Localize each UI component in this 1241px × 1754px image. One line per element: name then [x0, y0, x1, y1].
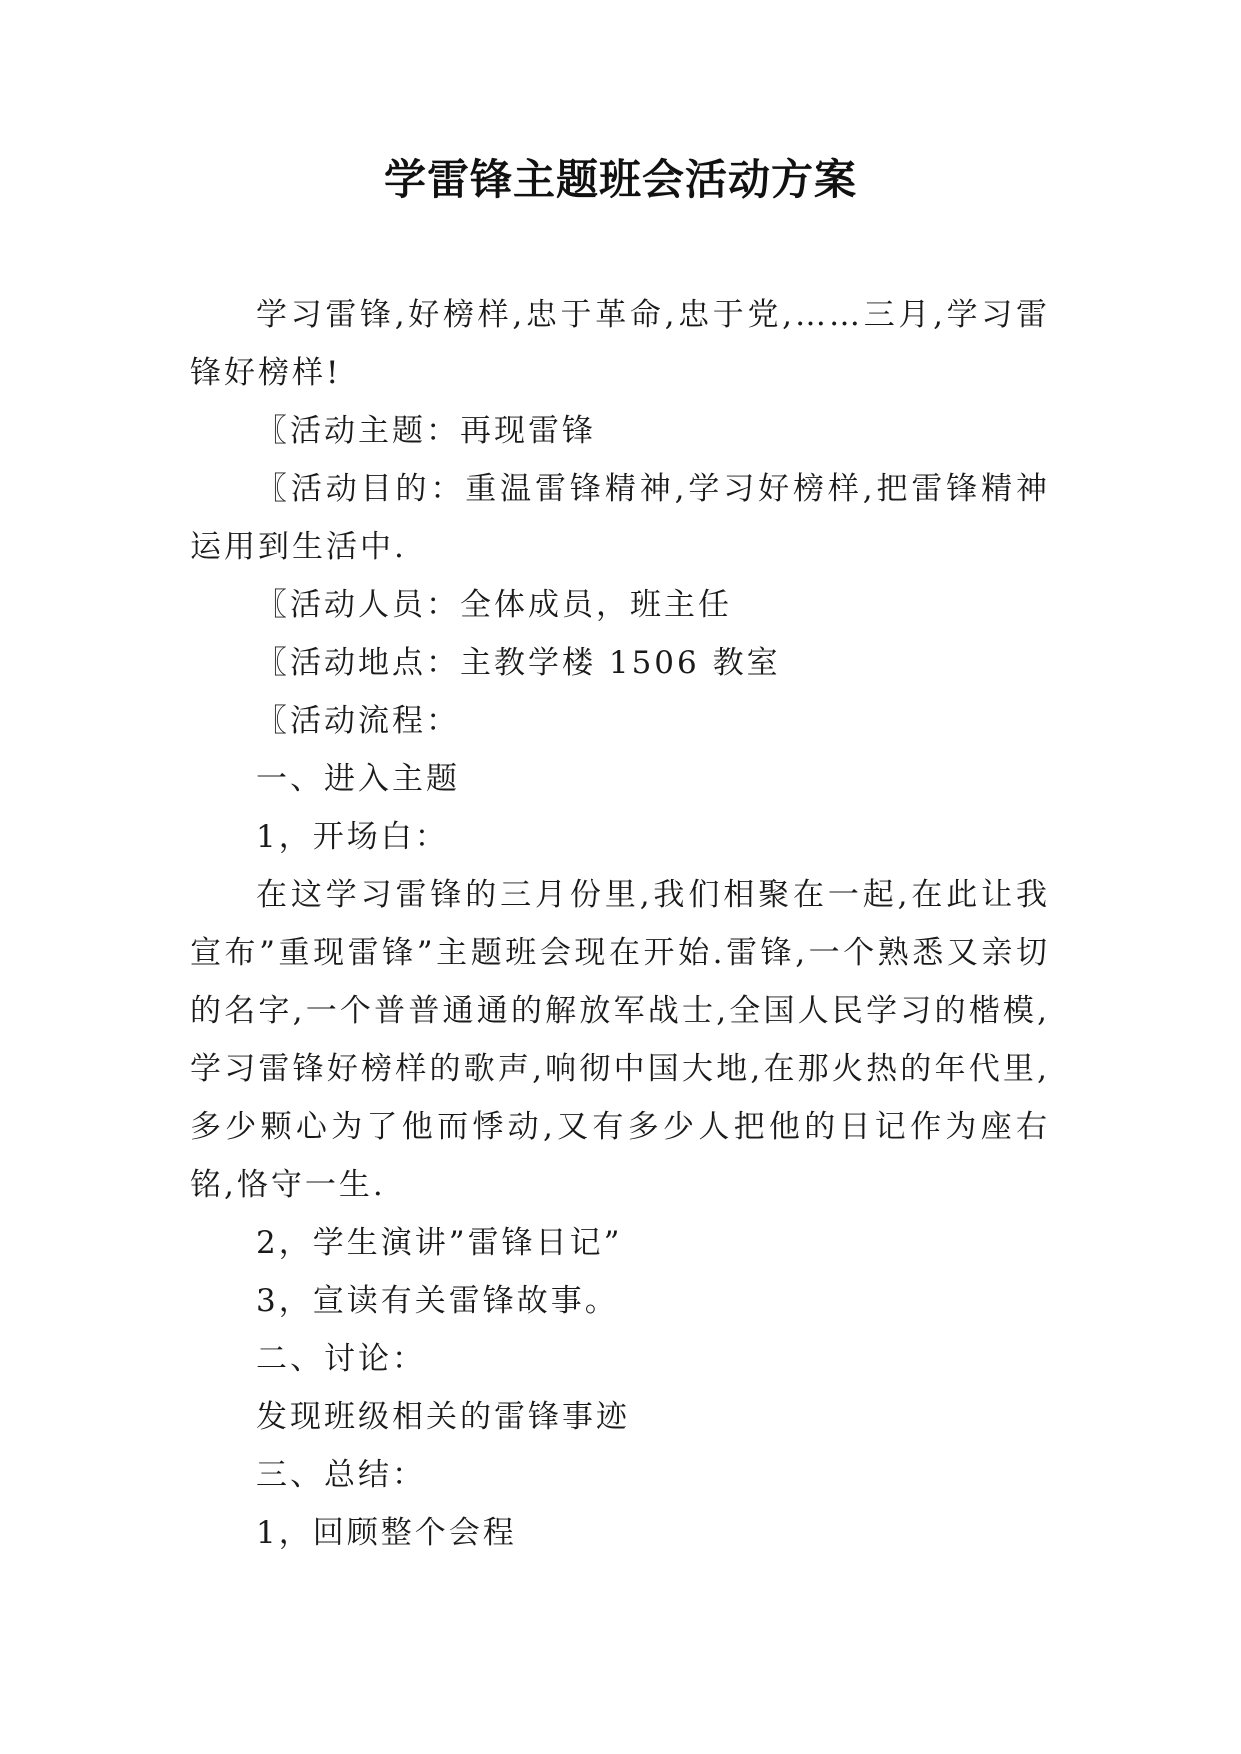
activity-participants: 〖活动人员：全体成员，班主任 — [256, 587, 732, 623]
activity-theme: 〖活动主题：再现雷锋 — [256, 413, 596, 449]
section-heading-2: 二、讨论： — [256, 1341, 426, 1377]
list-item-review: 1，回顾整个会程 — [256, 1515, 517, 1551]
activity-location: 〖活动地点：主教学楼 1506 教室 — [256, 645, 781, 681]
document-title: 学雷锋主题班会活动方案 — [383, 155, 857, 204]
document-body — [190, 286, 1050, 1562]
list-item-speech: 2，学生演讲”雷锋日记” — [256, 1225, 623, 1261]
intro-paragraph: 学习雷锋,好榜样,忠于革命,忠于党,……三月,学习雷锋好榜样! — [190, 297, 1050, 391]
discussion-paragraph: 发现班级相关的雷锋事迹 — [256, 1399, 630, 1435]
opening-speech-paragraph: 在这学习雷锋的三月份里,我们相聚在一起,在此让我宣布”重现雷锋”主题班会现在开始.雷锋,一个熟悉又亲切的名字,一个普普通通的解放军战士,全国人民学习的楷模,学习雷锋好榜样的歌声,响彻中国大地,在那火热的年代里,多少颗心为了他而悸动,又有多少人把他的日记作为座右铭,恪守一生. — [190, 877, 1050, 1203]
activity-purpose: 〖活动目的：重温雷锋精神,学习好榜样,把雷锋精神运用到生活中. — [190, 471, 1050, 565]
section-heading-3: 三、总结： — [256, 1457, 426, 1493]
list-item-stories: 3，宣读有关雷锋故事。 — [256, 1283, 619, 1319]
activity-process-heading: 〖活动流程： — [256, 703, 460, 739]
list-item-opening: 1，开场白： — [256, 819, 449, 855]
section-heading-1: 一、进入主题 — [256, 761, 460, 797]
